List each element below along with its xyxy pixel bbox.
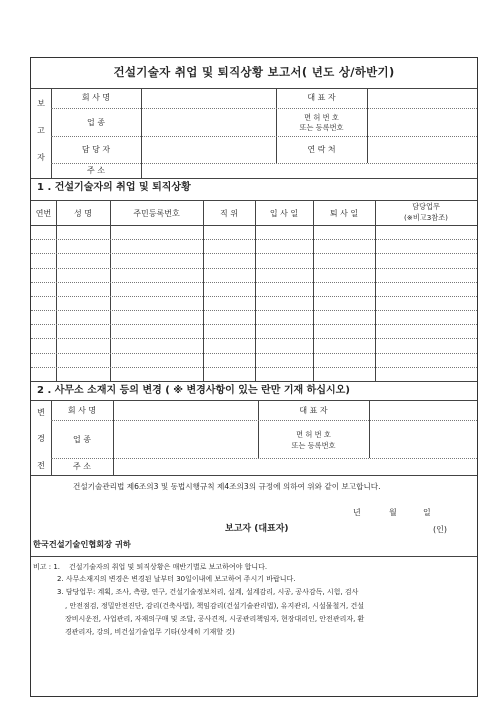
- prev-side-label-2: 경: [37, 434, 45, 443]
- table-row[interactable]: [31, 268, 477, 269]
- col-resident-number: 주민등록번호: [133, 209, 180, 218]
- section2-heading: 2 . 사무소 소재지 등의 변경 ( ※ 변경사항이 있는 란만 기재 하십시오): [37, 385, 350, 396]
- report-form: [30, 57, 478, 697]
- date-year-label: 년: [353, 508, 361, 517]
- table-row[interactable]: [31, 353, 477, 354]
- manager-label: 담 당 자: [81, 145, 111, 154]
- prev-license-line2: 또는 등록번호: [291, 441, 336, 450]
- prev-ceo-label: 대 표 자: [299, 406, 328, 415]
- address-field[interactable]: [142, 164, 476, 177]
- table-row[interactable]: [31, 324, 477, 325]
- form-title: 건설기술자 취업 및 퇴직상황 보고서( 년도 상/하반기): [113, 65, 395, 79]
- prev-address-label: 주 소: [73, 462, 91, 471]
- prev-license-line1: 면 허 번 호: [296, 430, 331, 439]
- table-row[interactable]: [31, 282, 477, 283]
- col-seq: 연번: [35, 209, 52, 218]
- col-position: 직 위: [220, 209, 238, 218]
- prev-side-label-1: 변: [37, 408, 45, 417]
- divider: [31, 178, 477, 179]
- prev-address-field[interactable]: [114, 460, 476, 474]
- company-name-field[interactable]: [142, 89, 275, 107]
- contact-label: 연 락 처: [307, 145, 336, 154]
- prev-business-label: 업 종: [73, 435, 91, 444]
- note-line-5: 장비시운전, 사업관리, 자재의구매 및 조달, 공사견적, 시공관리책임자, 현장대리인, 안전관리자, 환: [65, 615, 365, 623]
- recipient: 한국건설기술인협회장 귀하: [33, 539, 131, 549]
- col-name: 성 명: [74, 209, 92, 218]
- company-name-label: 회 사 명: [81, 93, 111, 102]
- note-line-2: 2. 사무소재지의 변경은 변경된 날부터 30일이내에 보고하여 주시기 바랍니다.: [57, 575, 296, 583]
- col-leave-date: 퇴 사 일: [329, 209, 359, 218]
- note-line-6: 경관리자, 강의, 비건설기술업무 기타(상세히 기재할 것): [65, 628, 235, 636]
- divider: [31, 475, 477, 476]
- table-row[interactable]: [31, 310, 477, 311]
- address-label: 주 소: [87, 166, 105, 175]
- prev-business-field[interactable]: [114, 422, 257, 457]
- note-line-1: 건설기술자의 취업 및 퇴직상황은 매반기별로 보고하여야 합니다.: [69, 563, 268, 571]
- license-label-line2: 또는 등록번호: [299, 123, 344, 132]
- notes-label: 비고 : 1.: [33, 563, 61, 571]
- divider: [51, 420, 477, 421]
- table-header-divider: [31, 225, 477, 226]
- table-row[interactable]: [31, 253, 477, 254]
- contact-field[interactable]: [368, 137, 476, 162]
- reporter-side-label-2: 고: [37, 126, 45, 135]
- manager-field[interactable]: [142, 137, 275, 162]
- date-month-label: 월: [389, 508, 397, 517]
- reporter-side-label-3: 자: [37, 153, 45, 162]
- prev-company-field[interactable]: [114, 401, 257, 419]
- prev-ceo-field[interactable]: [370, 401, 476, 419]
- date-day-label: 일: [423, 508, 431, 517]
- declaration-text: 건설기술관리법 제6조의3 및 동법시행규칙 제4조의3의 규정에 의하여 위와 같이 보고합니다.: [73, 482, 381, 491]
- signer-field[interactable]: [306, 522, 426, 535]
- table-row[interactable]: [31, 239, 477, 240]
- col-join-date: 입 사 일: [269, 209, 299, 218]
- prev-side-label-3: 전: [37, 461, 45, 470]
- note-line-4: , 안전점검, 정밀안전진단, 감리(건축사법), 책임감리(건설기술관리법), 유지관리, 시설물철거, 건설: [65, 602, 365, 610]
- table-row[interactable]: [31, 367, 477, 368]
- prev-company-label: 회 사 명: [67, 406, 97, 415]
- reporter-side-label-1: 보: [37, 99, 45, 108]
- business-type-field[interactable]: [142, 109, 275, 135]
- prev-license-field[interactable]: [370, 422, 476, 457]
- table-row[interactable]: [31, 296, 477, 297]
- divider: [51, 458, 477, 459]
- license-field[interactable]: [368, 109, 476, 135]
- ceo-label: 대 표 자: [307, 93, 336, 102]
- divider: [31, 381, 477, 382]
- signer-label: 보고자 (대표자): [225, 524, 289, 534]
- license-label-line1: 면 허 번 호: [304, 113, 339, 122]
- divider: [31, 556, 477, 557]
- col-duty-line2: (※비고3참조): [404, 213, 448, 222]
- section1-heading: 1 . 건설기술자의 취업 및 퇴직상황: [37, 182, 191, 193]
- business-type-label: 업 종: [87, 118, 105, 127]
- ceo-field[interactable]: [368, 89, 476, 107]
- seal-mark: (인): [433, 525, 447, 534]
- divider: [31, 200, 477, 201]
- note-line-3: 3. 담당업무: 계획, 조사, 측량, 연구, 건설기술정보처리, 설계, 설계감리, 시공, 공사감독, 시험, 검사: [57, 588, 359, 596]
- table-row[interactable]: [31, 338, 477, 339]
- col-duty-line1: 담당업무: [412, 202, 440, 211]
